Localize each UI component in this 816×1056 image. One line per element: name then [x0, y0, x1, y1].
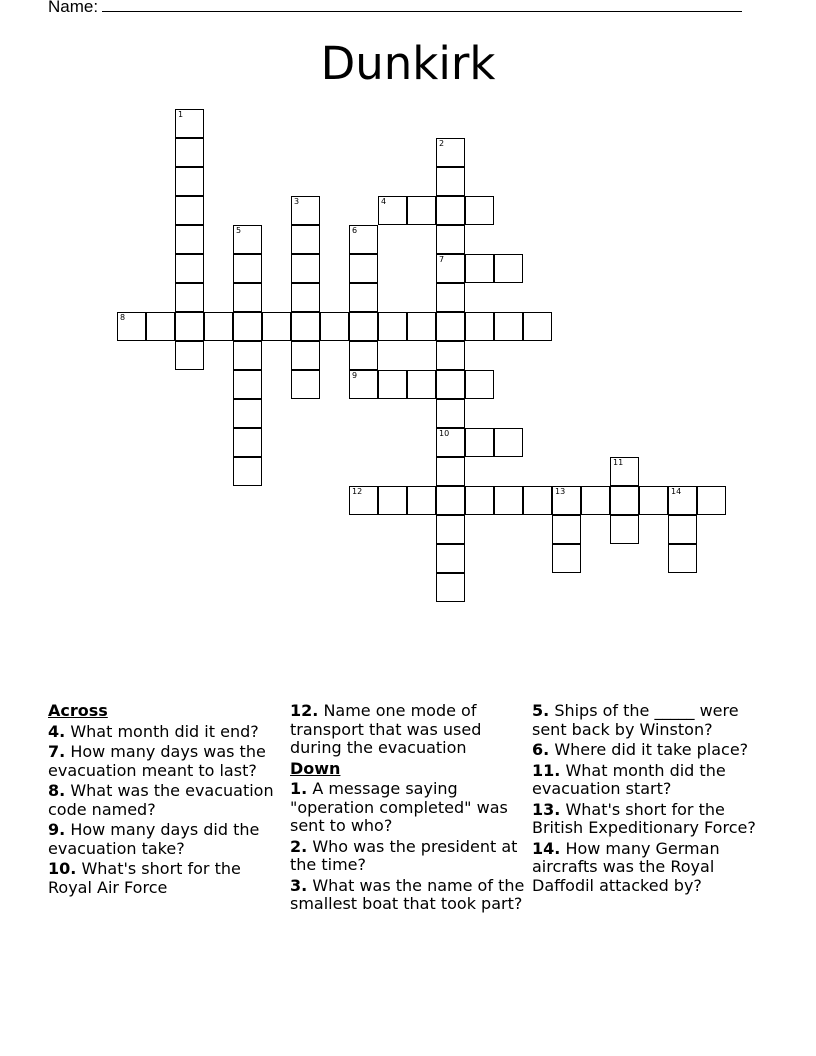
- grid-cell[interactable]: [233, 457, 262, 486]
- grid-cell[interactable]: [175, 283, 204, 312]
- name-field[interactable]: [48, 0, 742, 18]
- grid-cell[interactable]: [233, 283, 262, 312]
- cell-number: 1: [178, 110, 184, 119]
- cell-number: 7: [439, 255, 445, 264]
- grid-cell[interactable]: [233, 341, 262, 370]
- grid-cell[interactable]: [436, 283, 465, 312]
- grid-cell[interactable]: [436, 196, 465, 225]
- grid-cell[interactable]: [175, 138, 204, 167]
- grid-cell[interactable]: [291, 225, 320, 254]
- grid-cell[interactable]: [291, 254, 320, 283]
- cell-number: 13: [555, 487, 566, 496]
- grid-cell[interactable]: [465, 254, 494, 283]
- clue-across-4: 4. What month did it end?: [48, 721, 259, 741]
- clue-down-14: 14. How many German aircrafts was the Royal Daffodil attacked by?: [532, 838, 720, 895]
- clue-down-2: 2. Who was the president at the time?: [290, 836, 518, 874]
- grid-cell[interactable]: [233, 312, 262, 341]
- grid-cell[interactable]: [436, 544, 465, 573]
- clue-column-3: [532, 702, 768, 897]
- grid-cell[interactable]: [436, 225, 465, 254]
- clue-down-11: 11. What month did the evacuation start?: [532, 760, 726, 798]
- grid-cell[interactable]: [407, 370, 436, 399]
- grid-cell[interactable]: [436, 167, 465, 196]
- grid-cell[interactable]: [291, 370, 320, 399]
- grid-cell[interactable]: [291, 283, 320, 312]
- grid-cell[interactable]: [436, 457, 465, 486]
- grid-cell[interactable]: [291, 196, 320, 225]
- grid-cell[interactable]: [465, 196, 494, 225]
- grid-cell[interactable]: [494, 254, 523, 283]
- grid-cell[interactable]: [407, 486, 436, 515]
- grid-cell[interactable]: [610, 486, 639, 515]
- grid-cell[interactable]: [175, 225, 204, 254]
- grid-cell[interactable]: [494, 312, 523, 341]
- grid-cell[interactable]: [465, 312, 494, 341]
- cell-number: 4: [381, 197, 387, 206]
- grid-cell[interactable]: [436, 312, 465, 341]
- grid-cell[interactable]: [436, 370, 465, 399]
- grid-cell[interactable]: [610, 515, 639, 544]
- grid-cell[interactable]: [523, 312, 552, 341]
- clue-down-13: 13. What's short for the British Expeditionary Force?: [532, 799, 756, 837]
- grid-cell[interactable]: [233, 399, 262, 428]
- grid-cell[interactable]: [233, 428, 262, 457]
- grid-cell[interactable]: [436, 399, 465, 428]
- grid-cell[interactable]: [378, 370, 407, 399]
- grid-cell[interactable]: [523, 486, 552, 515]
- grid-cell[interactable]: [175, 312, 204, 341]
- grid-cell[interactable]: [552, 486, 581, 515]
- grid-cell[interactable]: [407, 196, 436, 225]
- grid-cell[interactable]: [349, 283, 378, 312]
- clue-across-10: 10. What's short for the Royal Air Force: [48, 859, 241, 897]
- grid-cell[interactable]: [668, 544, 697, 573]
- grid-cell[interactable]: [436, 573, 465, 602]
- grid-cell[interactable]: [436, 341, 465, 370]
- grid-cell[interactable]: [378, 486, 407, 515]
- cell-number: 11: [613, 458, 624, 467]
- grid-cell[interactable]: [320, 312, 349, 341]
- grid-cell[interactable]: [175, 167, 204, 196]
- clue-down-6: 6. Where did it take place?: [532, 740, 749, 759]
- grid-cell[interactable]: [436, 138, 465, 167]
- clue-across-8: 8. What was the evacuation code named?: [48, 781, 274, 819]
- clue-across-7: 7. How many days was the evacuation meant to last?: [48, 742, 266, 780]
- grid-cell[interactable]: [349, 225, 378, 254]
- grid-cell[interactable]: [407, 312, 436, 341]
- grid-cell[interactable]: [436, 254, 465, 283]
- down-heading: Down: [290, 758, 341, 778]
- clue-across-12: 12. Name one mode of transport that was used during the evacuation: [290, 701, 482, 757]
- grid-cell[interactable]: [552, 515, 581, 544]
- cell-number: 6: [352, 226, 358, 235]
- grid-cell[interactable]: [349, 341, 378, 370]
- grid-cell[interactable]: [610, 457, 639, 486]
- grid-cell[interactable]: [175, 254, 204, 283]
- grid-cell[interactable]: [436, 486, 465, 515]
- grid-cell[interactable]: [233, 225, 262, 254]
- grid-cell[interactable]: [175, 109, 204, 138]
- cell-number: 3: [294, 197, 300, 206]
- clue-down-5: 5. Ships of the _____ were sent back by Winston?: [532, 701, 739, 739]
- grid-cell[interactable]: [204, 312, 233, 341]
- grid-cell[interactable]: [291, 341, 320, 370]
- cell-number: 5: [236, 226, 242, 235]
- grid-cell[interactable]: [349, 254, 378, 283]
- grid-cell[interactable]: [668, 515, 697, 544]
- grid-cell[interactable]: [465, 486, 494, 515]
- grid-cell[interactable]: [349, 312, 378, 341]
- across-heading: Across: [48, 701, 108, 720]
- grid-cell[interactable]: [175, 341, 204, 370]
- grid-cell[interactable]: [436, 428, 465, 457]
- clue-column-2: [290, 702, 526, 916]
- grid-cell[interactable]: [378, 196, 407, 225]
- clue-down-1: 1. A message saying "operation completed" was sent to who?: [290, 779, 508, 835]
- grid-cell[interactable]: [494, 428, 523, 457]
- grid-cell[interactable]: [639, 486, 668, 515]
- grid-cell[interactable]: [146, 312, 175, 341]
- name-underline[interactable]: [102, 0, 742, 12]
- grid-cell[interactable]: [697, 486, 726, 515]
- grid-cell[interactable]: [465, 370, 494, 399]
- cell-number: 10: [439, 429, 450, 438]
- cell-number: 12: [352, 487, 363, 496]
- grid-cell[interactable]: [465, 428, 494, 457]
- cell-number: 2: [439, 139, 445, 148]
- cell-number: 8: [120, 313, 126, 322]
- clue-column-1: [48, 702, 284, 899]
- grid-cell[interactable]: [233, 254, 262, 283]
- grid-cell[interactable]: [494, 486, 523, 515]
- grid-cell[interactable]: [349, 370, 378, 399]
- grid-cell[interactable]: [581, 486, 610, 515]
- grid-cell[interactable]: [291, 312, 320, 341]
- cell-number: 9: [352, 371, 358, 380]
- grid-cell[interactable]: [378, 312, 407, 341]
- grid-cell[interactable]: [175, 196, 204, 225]
- page-title: Dunkirk: [320, 37, 496, 90]
- clue-down-3: 3. What was the name of the smallest boat that took part?: [290, 875, 525, 913]
- grid-cell[interactable]: [349, 486, 378, 515]
- grid-cell[interactable]: [262, 312, 291, 341]
- cell-number: 14: [671, 487, 682, 496]
- grid-cell[interactable]: [436, 515, 465, 544]
- grid-cell[interactable]: [233, 370, 262, 399]
- grid-cell[interactable]: [117, 312, 146, 341]
- grid-cell[interactable]: [668, 486, 697, 515]
- name-label: Name:: [48, 0, 99, 16]
- grid-cell[interactable]: [552, 544, 581, 573]
- clue-across-9: 9. How many days did the evacuation take?: [48, 820, 260, 858]
